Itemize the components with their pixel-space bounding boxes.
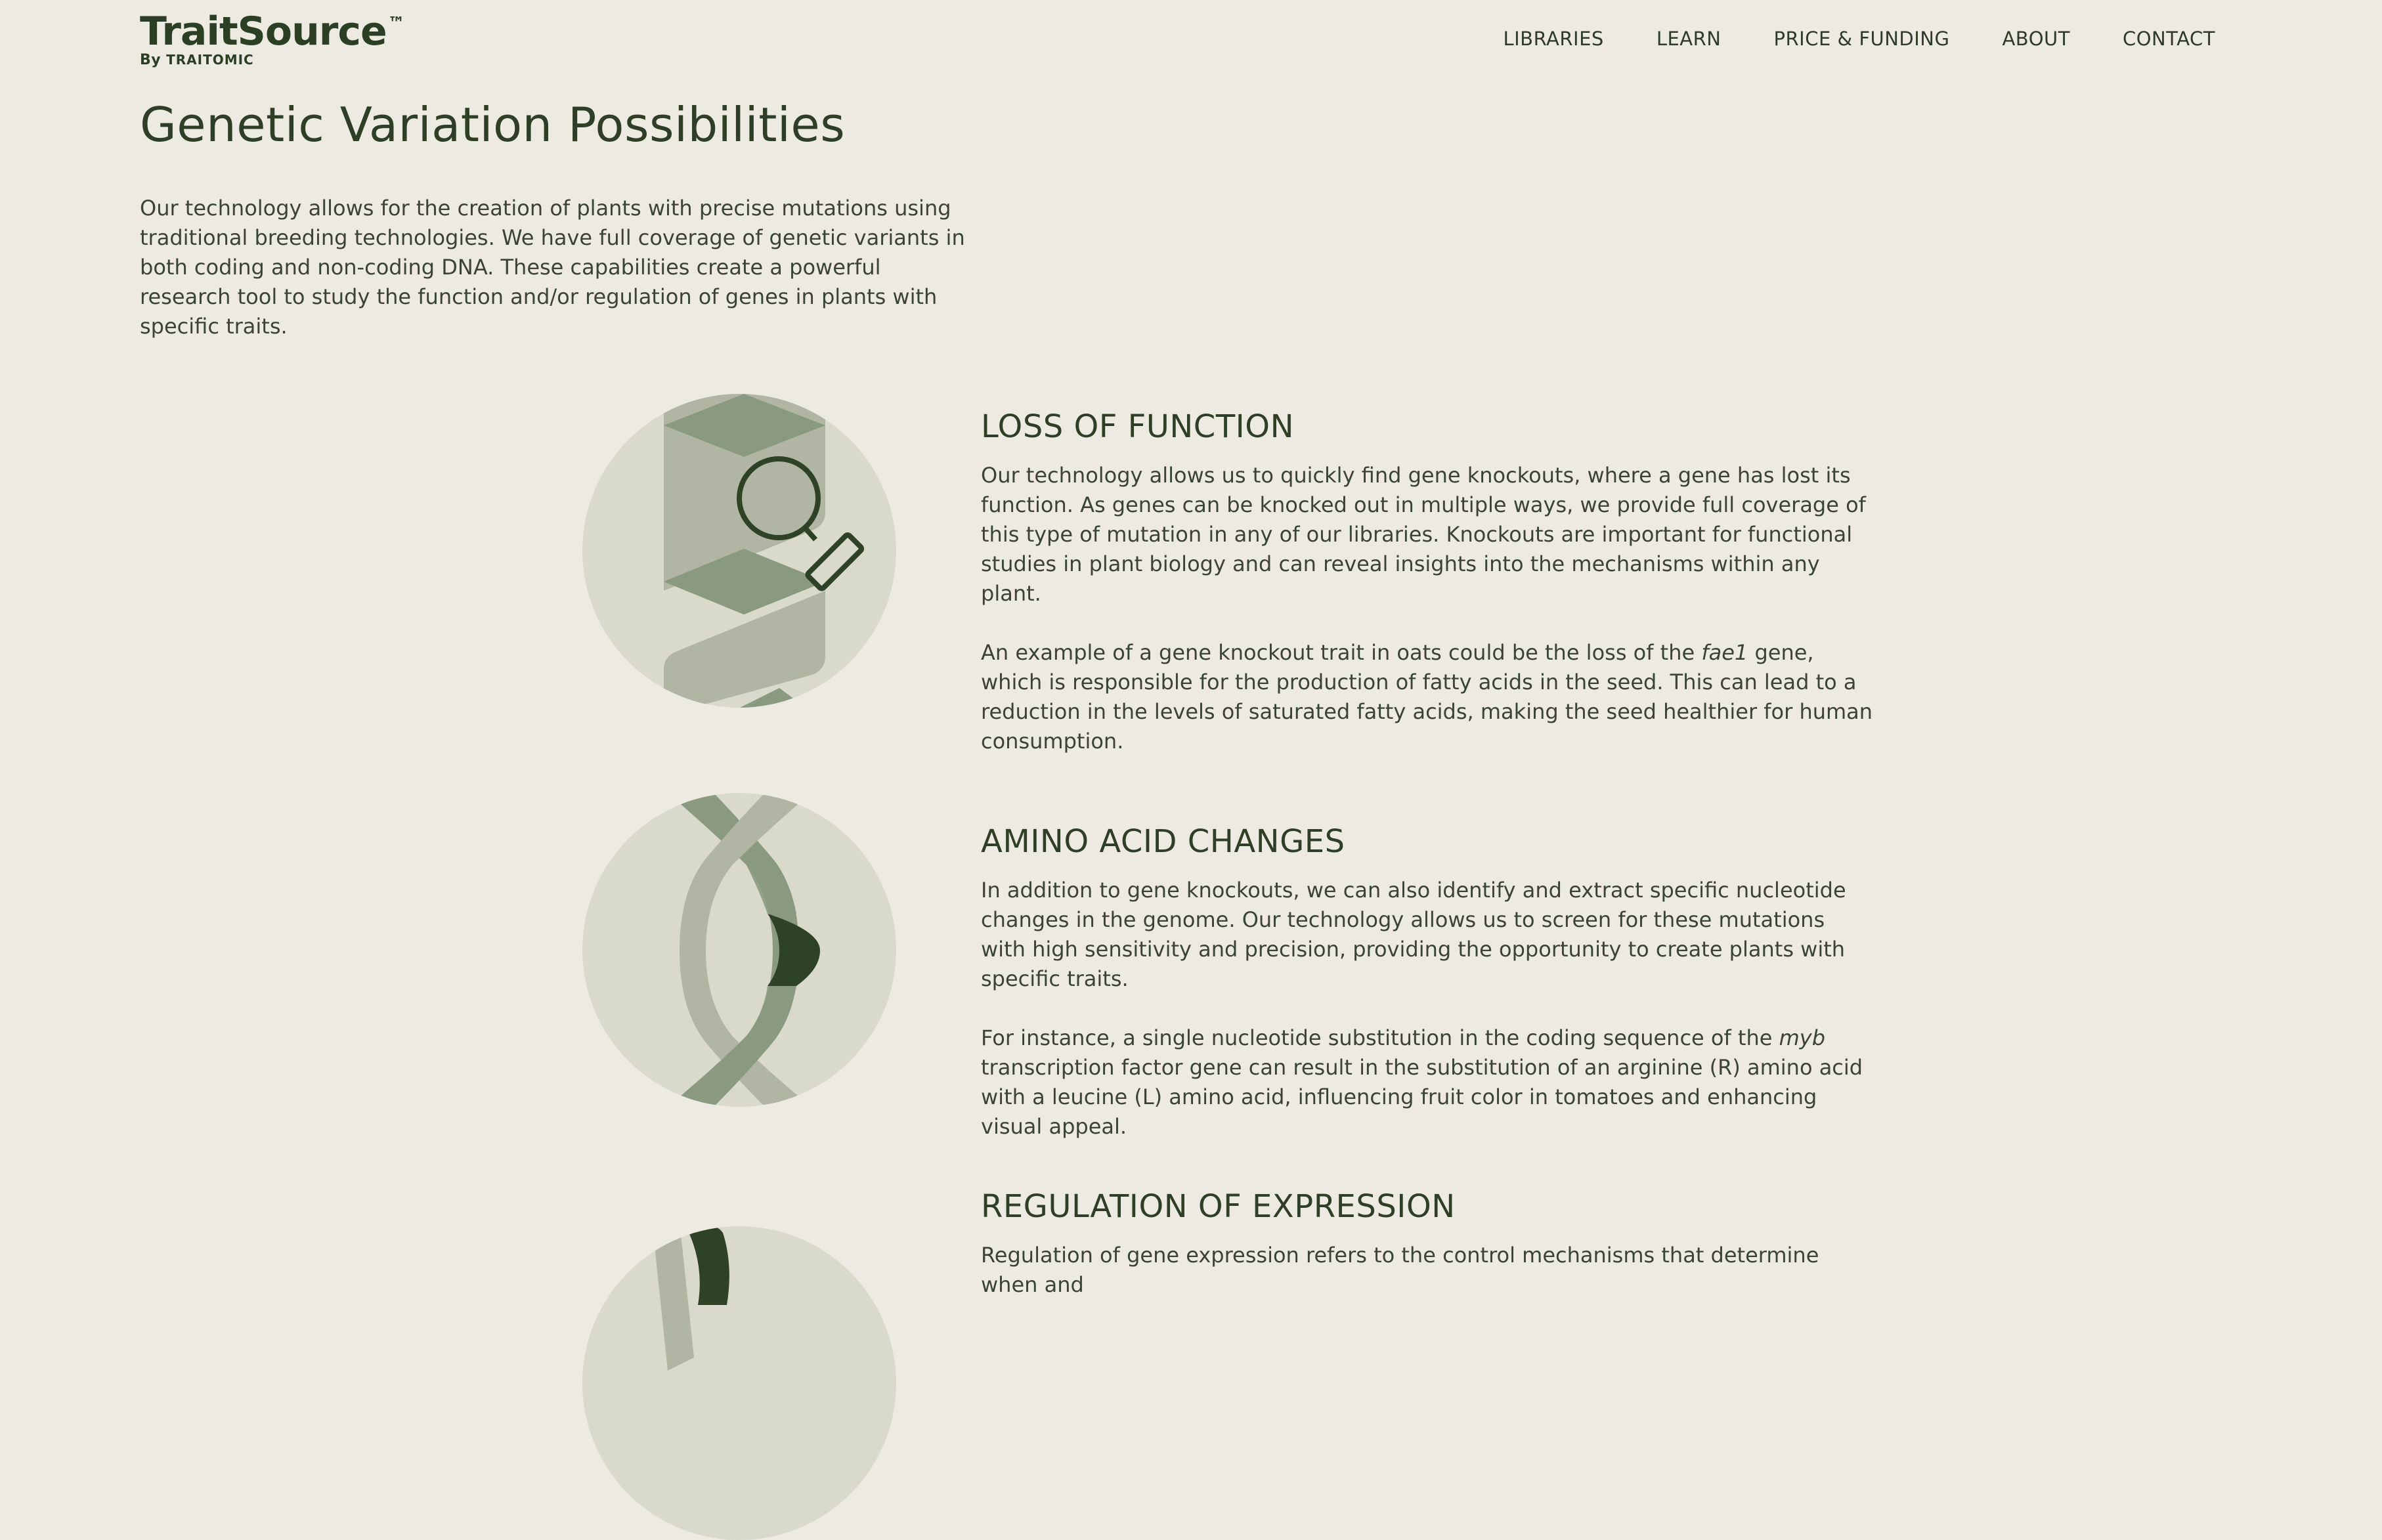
nav-learn[interactable]: LEARN [1656, 28, 1722, 50]
site-header [0, 0, 2382, 79]
section-text [981, 822, 1874, 1142]
section-title: AMINO ACID CHANGES [981, 823, 1345, 860]
section-paragraph: Regulation of gene expression refers to the control mechanisms that determine when and [981, 1243, 1819, 1297]
nav-price-funding[interactable]: PRICE & FUNDING [1773, 28, 1950, 50]
dna-regulation-icon [582, 1226, 896, 1540]
page-title: Genetic Variation Possibilities [140, 97, 846, 152]
section-text [981, 1187, 1874, 1300]
example-text-start: An example of a gene knockout trait in oats could be the loss of the [981, 640, 1702, 665]
gene-name: fae1 [1701, 640, 1748, 665]
nav-about[interactable]: ABOUT [2002, 28, 2070, 50]
section-paragraph: Our technology allows us to quickly find gene knockouts, where a gene has lost its function. As genes can be knocked out in multiple ways, we provide full coverage of this type of mutation in any of our libraries. Knockouts are important for functional studies in plant biology and can reveal insights into the mechanisms within any plant. [981, 463, 1866, 606]
example-text-end: transcription factor gene can result in the substitution of an arginine (R) amino acid with a leucine (L) amino acid, influencing fruit color in tomatoes and enhancing visual appeal. [981, 1055, 1863, 1139]
brand-name: TraitSource [140, 9, 387, 54]
trademark-symbol: ™ [387, 14, 405, 33]
section-title: REGULATION OF EXPRESSION [981, 1188, 1456, 1225]
dna-helix-icon [582, 793, 896, 1107]
nav-libraries[interactable]: LIBRARIES [1503, 28, 1604, 50]
section-text [981, 407, 1874, 756]
nav-contact[interactable]: CONTACT [2122, 28, 2215, 50]
section-title: LOSS OF FUNCTION [981, 408, 1294, 445]
section-paragraph: In addition to gene knockouts, we can also identify and extract specific nucleotide changes in the genome. Our technology allows us to screen for these mutations with high sensitivity and precision, providing the opportunity to create plants with specific traits. [981, 878, 1846, 991]
gene-name: myb [1779, 1025, 1826, 1050]
byline-company: TRAITOMIC [166, 52, 254, 68]
main-nav [1503, 28, 2215, 50]
section-example-paragraph [981, 1023, 1874, 1142]
section-example-paragraph [981, 638, 1874, 756]
dna-magnifier-icon [582, 394, 896, 708]
byline-prefix: By [140, 52, 162, 68]
example-text-end: gene, which is responsible for the production of fatty acids in the seed. This can lead to a reduction in the levels of saturated fatty acids, making the seed healthier for human consumption. [981, 640, 1873, 754]
example-text-start: For instance, a single nucleotide substitution in the coding sequence of the [981, 1025, 1779, 1050]
intro-paragraph: Our technology allows for the creation of plants with precise mutations using traditional breeding technologies. We have full coverage of genetic variants in both coding and non-coding DNA. These capabilities create a powerful research tool to study the function and/or regulation of genes in plants with specific traits. [140, 196, 965, 339]
traitsource-logo[interactable] [140, 10, 405, 68]
